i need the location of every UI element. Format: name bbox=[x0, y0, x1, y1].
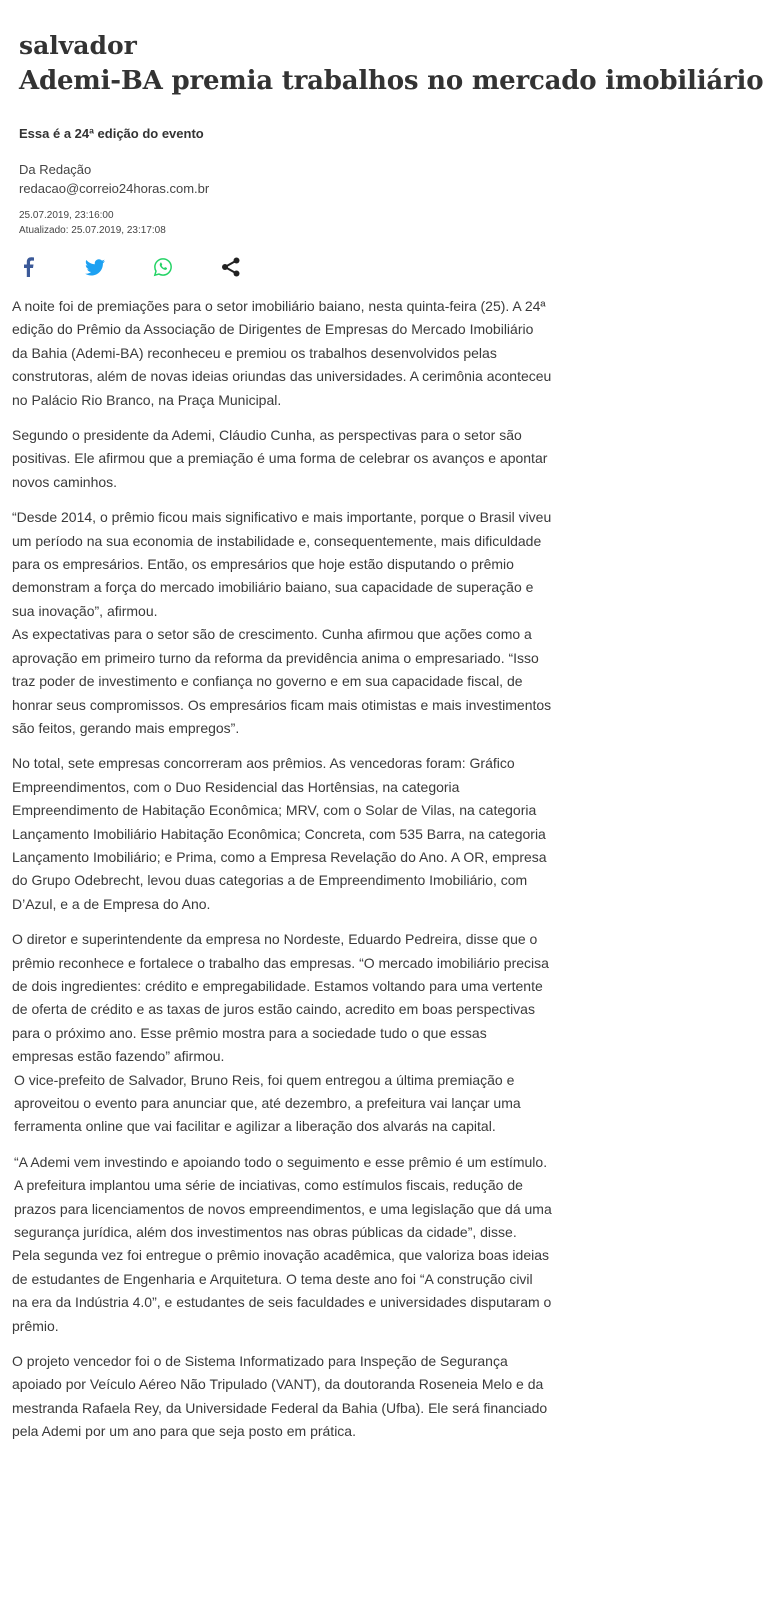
section-label[interactable]: salvador bbox=[19, 31, 137, 60]
article-paragraph: Pela segunda vez foi entregue o prêmio inovação acadêmica, que valoriza boas ideias de estudantes de Engenharia e Arquitetura. O tema deste ano foi “A construção civil na era da Indústria 4.0”, e estudantes de seis faculdades e universidades disputaram o prêmio. bbox=[12, 1247, 552, 1334]
author-name: Da Redação bbox=[19, 162, 92, 177]
dates-block bbox=[19, 208, 166, 238]
article-paragraph: O projeto vencedor foi o de Sistema Informatizado para Inspeção de Segurança apoiado por Veículo Aéreo Não Tripulado (VANT), da doutoranda Roseneia Melo e da mestranda Rafaela Rey, da Universidade Federal da Bahia (Ufba). Ele será financiado pela Ademi por um ano para que seja posto em prática. bbox=[12, 1353, 548, 1440]
article-paragraph: No total, sete empresas concorreram aos prêmios. As vencedoras foram: Gráfico Empreendimentos, com o Duo Residencial das Hortênsias, na categoria Empreendimento de Habitação Econômica; MRV, com o Solar de Vilas, na categoria Lançamento Imobiliário Habitação Econômica; Concreta, com 535 Barra, na categoria Lançamento Imobiliário; e Prima, como a Empresa Revelação do Ano. A OR, empresa do Grupo Odebrecht, levou duas categorias a de Empreendimento Imobiliário, com D’Azul, e a de Empresa do Ano. bbox=[12, 755, 547, 912]
share-button[interactable] bbox=[218, 254, 244, 280]
article-paragraph: Segundo o presidente da Ademi, Cláudio Cunha, as perspectivas para o setor são positivas. Ele afirmou que a premiação é uma forma de celebrar os avanços e apontar novos caminhos. bbox=[12, 427, 548, 490]
author-block bbox=[19, 160, 209, 198]
share-bar bbox=[19, 254, 259, 280]
article-paragraph: “A Ademi vem investindo e apoiando todo o seguimento e esse prêmio é um estímulo. A prefeitura implantou uma série de inciativas, como estímulos fiscais, redução de prazos para licenciamentos de novos empreendimentos, e uma legislação que dá uma segurança jurídica, além dos investimentos nas obras públicas da cidade”, disse. bbox=[14, 1153, 552, 1241]
facebook-share-button[interactable] bbox=[15, 254, 41, 280]
author-email[interactable]: redacao@correio24horas.com.br bbox=[19, 181, 210, 196]
article-subtitle: Essa é a 24ª edição do evento bbox=[19, 126, 204, 141]
whatsapp-share-button[interactable] bbox=[150, 254, 176, 280]
article-paragraph: O vice-prefeito de Salvador, Bruno Reis, foi quem entregou a última premiação e aproveitou o evento para anunciar que, até dezembro, a prefeitura vai lançar uma ferramenta online que vai facilitar e agilizar a liberação dos alvarás na capital. bbox=[14, 1071, 521, 1135]
article-paragraph: O diretor e superintendente da empresa no Nordeste, Eduardo Pedreira, disse que o prêmio reconhece e fortalece o trabalho das empresas. “O mercado imobiliário precisa de dois ingredientes: crédito e empregabilidade. Estamos voltando para uma vertente de oferta de crédito e as taxas de juros estão caindo, acredito em boas perspectivas para o próximo ano. Esse prêmio mostra para a sociedade tudo o que essas empresas estão fazendo” afirmou. bbox=[12, 931, 549, 1065]
facebook-icon bbox=[21, 257, 35, 277]
article-paragraph: “Desde 2014, o prêmio ficou mais significativo e mais importante, porque o Brasil viveu um período na sua economia de instabilidade e, consequentemente, mais dificuldade para os empresários. Então, os empresários que hoje estão disputando o prêmio demonstram a força do mercado imobiliário baiano, sua capacidade de superação e sua inovação”, afirmou. bbox=[12, 509, 552, 619]
article-paragraph: A noite foi de premiações para o setor imobiliário baiano, nesta quinta-feira (25). A 24ª edição do Prêmio da Associação de Dirigentes de Empresas do Mercado Imobiliário da Bahia (Ademi-BA) reconheceu e premiou os trabalhos desenvolvidos pelas construtoras, além de novas ideias oriundas das universidades. A cerimônia aconteceu no Palácio Rio Branco, na Praça Municipal. bbox=[12, 298, 552, 408]
article-header bbox=[19, 30, 763, 98]
whatsapp-icon bbox=[153, 257, 173, 277]
article-body bbox=[12, 295, 552, 1456]
share-icon bbox=[221, 257, 241, 277]
published-date: 25.07.2019, 23:16:00 bbox=[19, 210, 114, 221]
twitter-share-button[interactable] bbox=[82, 254, 108, 280]
updated-date: Atualizado: 25.07.2019, 23:17:08 bbox=[19, 225, 166, 236]
twitter-icon bbox=[85, 259, 105, 276]
article-title: Ademi-BA premia trabalhos no mercado imobiliário bbox=[19, 66, 763, 96]
article-paragraph: As expectativas para o setor são de crescimento. Cunha afirmou que ações como a aprovação em primeiro turno da reforma da previdência anima o empresariado. “Isso traz poder de investimento e confiança no governo e em sua capacidade fiscal, de honrar seus compromissos. Os empresários ficam mais otimistas e mais investimentos são feitos, gerando mais empregos”. bbox=[12, 626, 552, 736]
